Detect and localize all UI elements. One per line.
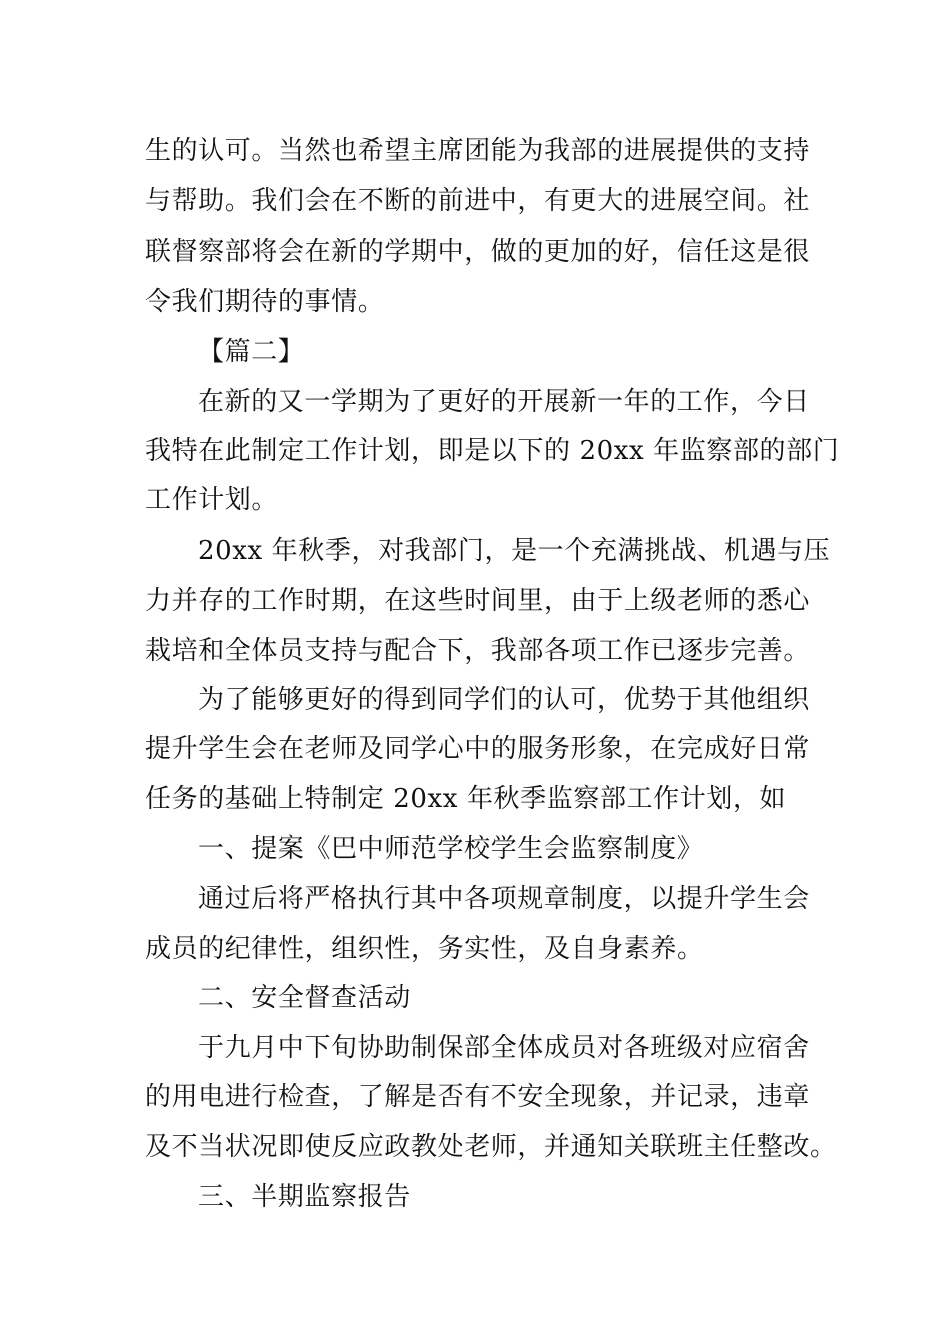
text-line: 栽培和全体员支持与配合下，我部各项工作已逐步完善。 [145, 636, 811, 666]
text-line: 联督察部将会在新的学期中，做的更加的好，信任这是很 [145, 237, 811, 267]
text-line: 的用电进行检查，了解是否有不安全现象，并记录，违章 [145, 1082, 811, 1112]
section-heading: 三、半期监察报告 [198, 1182, 411, 1212]
text-line: 及不当状况即使反应政教处老师，并通知关联班主任整改。 [145, 1132, 837, 1162]
text-line: 任务的基础上特制定 20xx 年秋季监察部工作计划，如 [145, 784, 787, 814]
text-line: 力并存的工作时期，在这些时间里，由于上级老师的悉心 [145, 586, 811, 616]
section-heading: 【篇二】 [198, 337, 305, 367]
text-line: 为了能够更好的得到同学们的认可，优势于其他组织 [198, 685, 810, 715]
text-line: 令我们期待的事情。 [145, 287, 385, 317]
text-line: 我特在此制定工作计划，即是以下的 20xx 年监察部的部门 [145, 436, 840, 466]
text-line: 工作计划。 [145, 485, 279, 515]
text-line: 于九月中下旬协助制保部全体成员对各班级对应宿舍 [198, 1033, 810, 1063]
section-heading: 二、安全督查活动 [198, 983, 411, 1013]
section-heading: 一、提案《巴中师范学校学生会监察制度》 [198, 834, 704, 864]
text-line: 成员的纪律性，组织性，务实性，及自身素养。 [145, 934, 704, 964]
text-line: 提升学生会在老师及同学心中的服务形象，在完成好日常 [145, 734, 811, 764]
text-line: 20xx 年秋季，对我部门，是一个充满挑战、机遇与压 [198, 536, 831, 566]
text-line: 通过后将严格执行其中各项规章制度，以提升学生会 [198, 884, 810, 914]
text-line: 在新的又一学期为了更好的开展新一年的工作，今日 [198, 387, 810, 417]
text-line: 生的认可。当然也希望主席团能为我部的进展提供的支持 [145, 136, 811, 166]
text-line: 与帮助。我们会在不断的前进中，有更大的进展空间。社 [145, 186, 811, 216]
